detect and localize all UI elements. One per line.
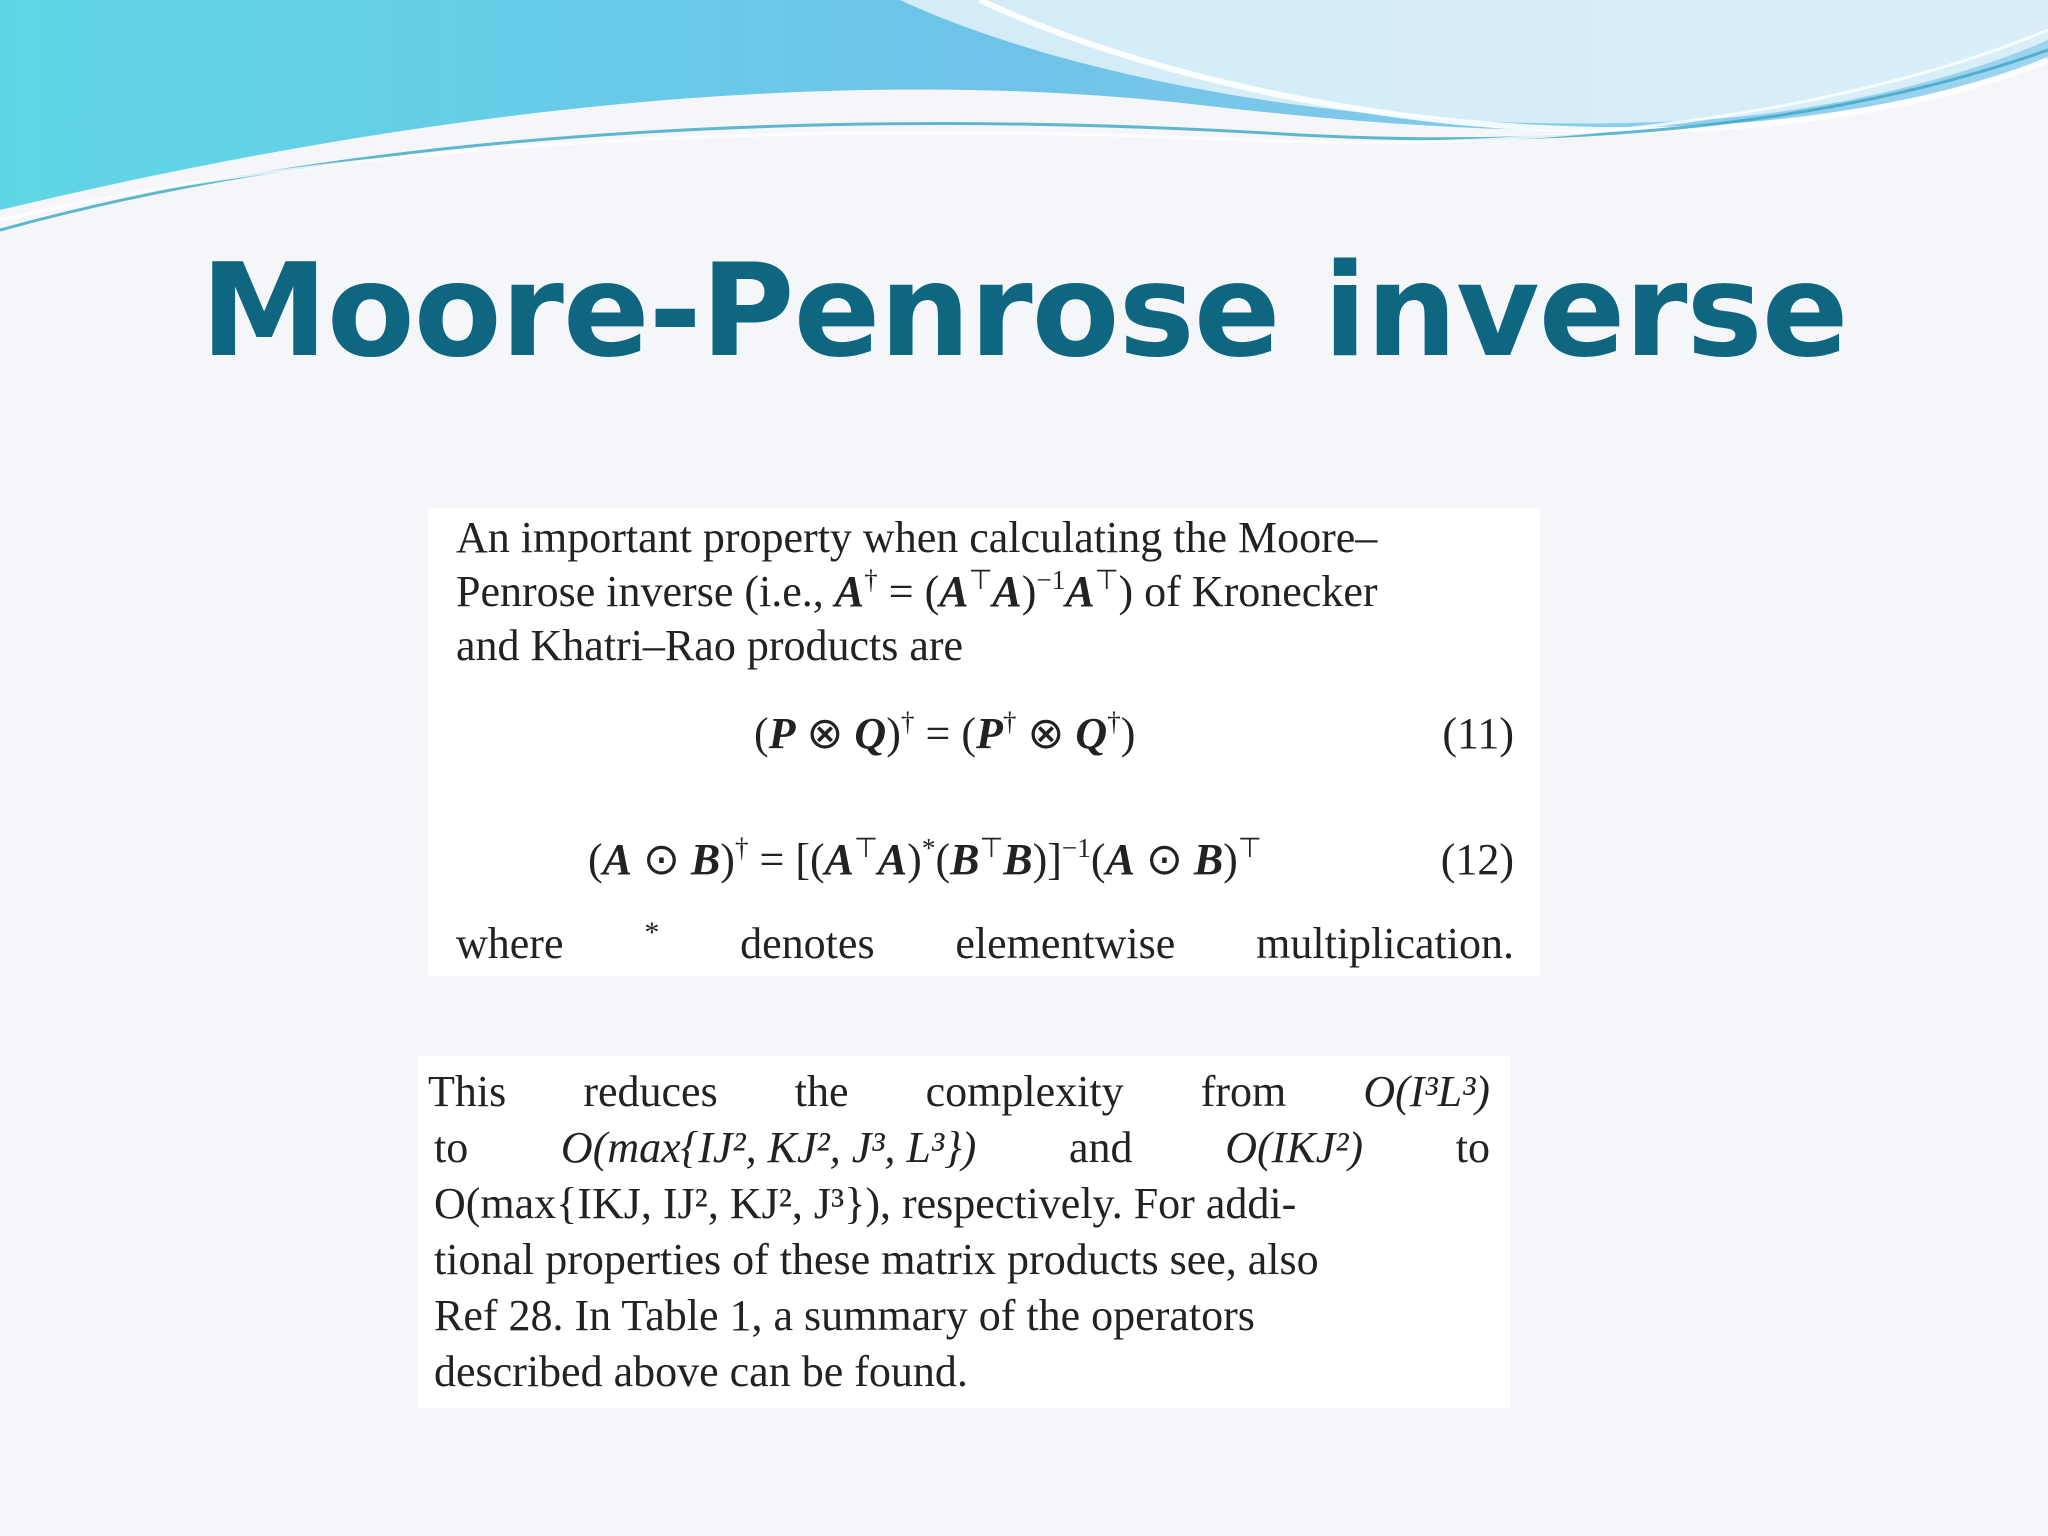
paper-excerpt-complexity [418,1056,1510,1408]
excerpt-line: tional properties of these matrix products see, also [434,1235,1319,1284]
paper-excerpt-properties [428,508,1540,976]
excerpt-line: Penrose inverse (i.e., $A^\dagger = (A^⊤A)^{-1}A^⊤$) of Kronecker [456,564,1378,616]
equation-number-12: (12) [1440,835,1514,884]
equation-12: (A ⊙ $B)^\dagger = [(A^⊤A)^*(B^⊤B)]^{-1}(A$ ⊙ B)⊤ [588,832,1262,884]
header-wave-decoration [0,0,2048,240]
excerpt-line-justified: where * denotes elementwise multiplication. [456,916,1514,968]
equation-number-11: (11) [1442,709,1514,758]
excerpt-line: O(max{IKJ, IJ², KJ², J³}), respectively. For addi- [434,1179,1297,1228]
excerpt-line: An important property when calculating the Moore– [456,513,1378,562]
slide-title: Moore-Penrose inverse [200,237,1848,386]
equation-11: (P ⊗ Q)† = (P† ⊗ Q†) [754,706,1136,758]
excerpt-line: Ref 28. In Table 1, a summary of the operators [434,1291,1255,1340]
excerpt-line: and Khatri–Rao products are [456,621,964,670]
excerpt-line: described above can be found. [434,1347,968,1396]
excerpt-line-justified: This reduces the complexity from O(I³L³) [428,1067,1490,1116]
excerpt-line-justified: to O(max{IJ², KJ², J³, L³}) and O(IKJ²) to [434,1123,1490,1172]
